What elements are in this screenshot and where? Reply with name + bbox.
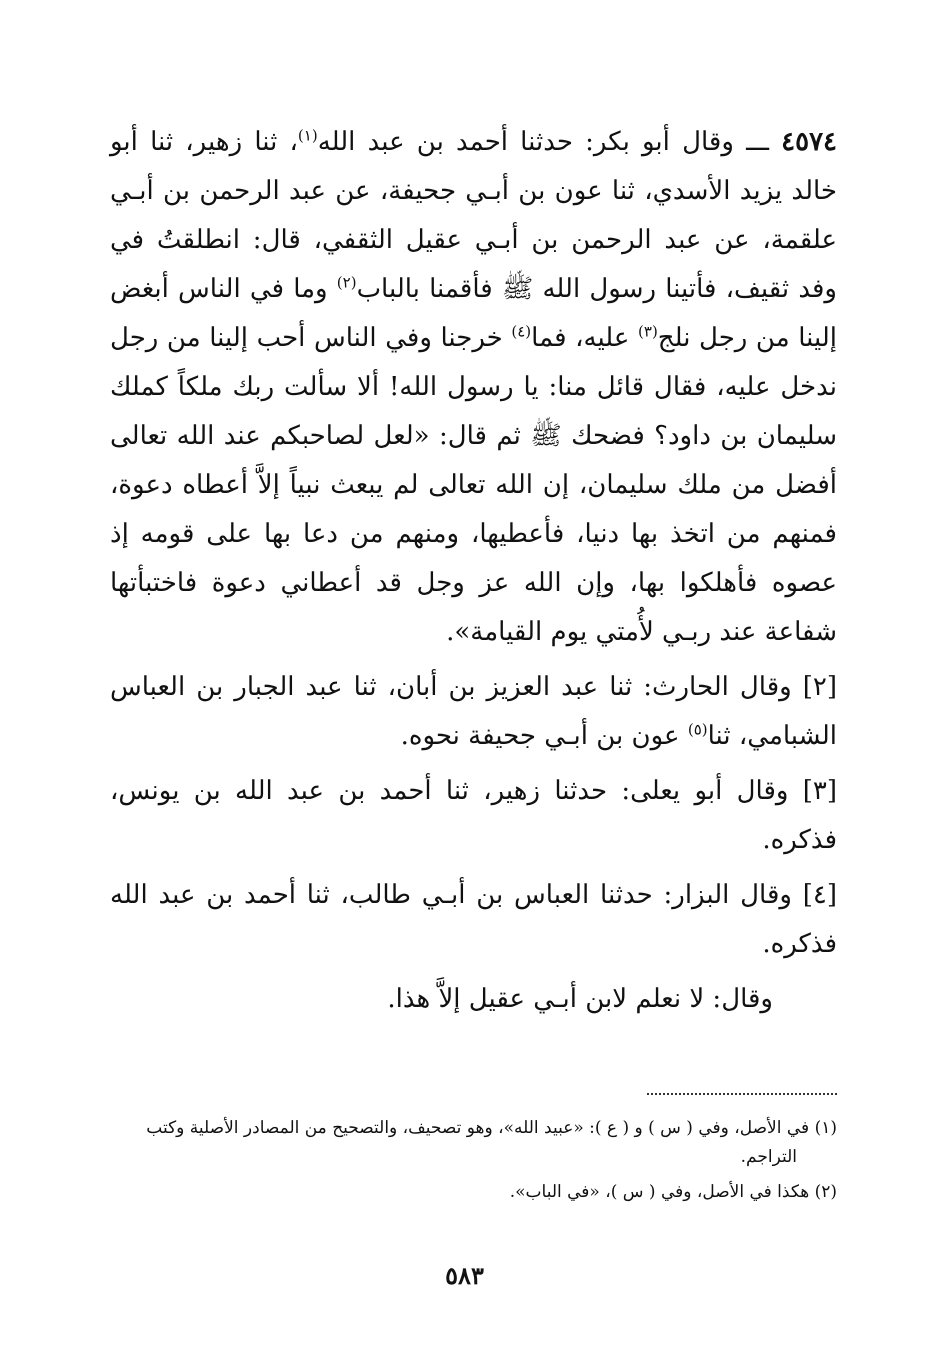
footnote-ref: (٢)	[336, 273, 357, 292]
narration-marker: [٤]	[802, 880, 837, 910]
text-run: وقال الحارث: ثنا عبد العزيز بن أبان، ثنا عبد الجبار بن العباس الشبامي، ثنا	[110, 672, 837, 751]
footnote	[110, 1114, 837, 1172]
text-run: خرجنا وفي الناس أحب إلينا من رجل ندخل عليه، فقال قائل منا: يا رسول الله! ألا سألت ربك ملكاً كملك سليمان بن داود؟ فضحك ﷺ ثم قال: «لعل لصاحبكم عند الله تعالى أفضل من ملك سليمان، إن الله تعالى لم يبعث نبياً إلاَّ أعطاه دعوة، فمنهم من اتخذ بها دنيا، فأعطيها، ومنهم من دعا بها على قومه إذ عصوه فأهلكوا بها، وإن الله عز وجل قد أعطاني دعوة فاختبأتها شفاعة عند ربـي لأُمتي يوم القيامة».	[110, 323, 837, 647]
page-number: ٥٨٣	[445, 1261, 484, 1290]
footnote-marker: (١)	[814, 1118, 837, 1138]
footnotes	[110, 1114, 837, 1213]
text-run: عليه، فما	[531, 323, 639, 353]
narration-paragraph	[110, 767, 837, 865]
footnote-text: هكذا في الأصل، وفي ( س )، «في الباب».	[509, 1182, 810, 1202]
narration-paragraph	[110, 663, 837, 761]
narration-marker: [٣]	[802, 776, 837, 806]
text-run: ، ثنا زهير، ثنا أبو خالد يزيد الأسدي، ثنا عون بن أبـي جحيفة، عن عبد الرحمن بن أبـي علقمة، عن عبد الرحمن بن أبـي عقيل الثقفي، قال: انطلقتُ في وفد ثقيف، فأتينا رسول الله ﷺ فأقمنا بالباب	[110, 127, 837, 304]
hadith-paragraph	[110, 118, 837, 657]
text-run: عون بن أبـي جحيفة نحوه.	[400, 721, 688, 751]
text-run: وقال أبو يعلى: حدثنا زهير، ثنا أحمد بن عبد الله بن يونس، فذكره.	[110, 776, 837, 855]
narration-marker: [٢]	[802, 672, 837, 702]
dash: ـــ	[733, 127, 782, 157]
text-run: وقال أبو بكر: حدثنا أحمد بن عبد الله	[317, 127, 734, 157]
main-text	[110, 118, 837, 1030]
footnote-marker: (٢)	[814, 1182, 837, 1202]
footnote-divider	[647, 1093, 837, 1095]
footnote	[110, 1178, 837, 1207]
text-run: وما في الناس أبغض إلينا من رجل نلج	[110, 274, 838, 353]
narration-paragraph	[110, 871, 837, 969]
text-run: وقال البزار: حدثنا العباس بن أبـي طالب، ثنا أحمد بن عبد الله فذكره.	[110, 880, 837, 959]
footnote-ref: (١)	[297, 126, 318, 145]
closing-line: وقال: لا نعلم لابن أبـي عقيل إلاَّ هذا.	[387, 984, 773, 1014]
footnote-ref: (٣)	[638, 322, 658, 341]
footnote-ref: (٥)	[687, 720, 708, 739]
hadith-number: ٤٥٧٤	[781, 127, 837, 157]
footnote-text: في الأصل، وفي ( س ) و ( ع ): «عبيد الله»، وهو تصحيف، والتصحيح من المصادر الأصلية وكتب التراجم.	[146, 1118, 810, 1167]
footnote-ref: (٤)	[511, 322, 532, 341]
